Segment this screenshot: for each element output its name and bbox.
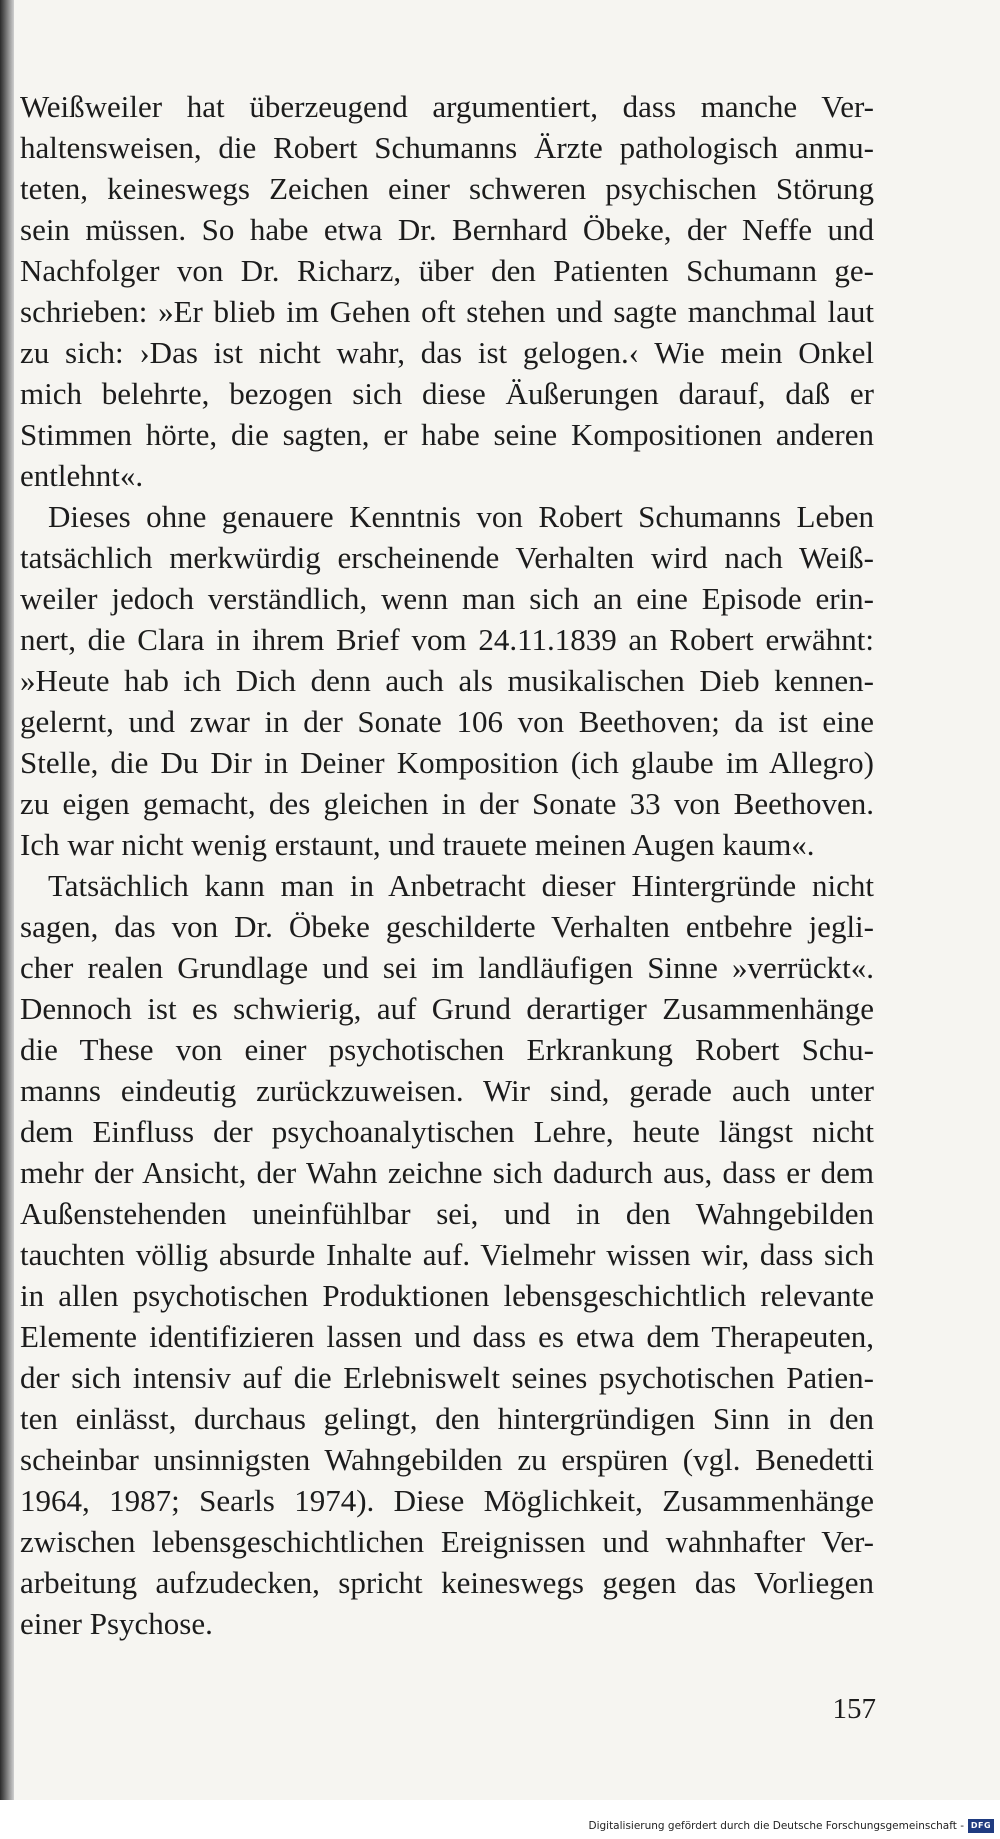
text-line: der sich intensiv auf die Erlebniswelt seines psychotischen Patien-	[20, 1360, 874, 1395]
text-line: mich belehrte, bezogen sich diese Äußerungen darauf, daß er	[20, 376, 874, 411]
dfg-logo-icon: DFG	[968, 1819, 994, 1833]
text-line: zu eigen gemacht, des gleichen in der Sonate 33 von Beethoven.	[20, 786, 874, 821]
text-line: Dieses ohne genauere Kenntnis von Robert Schumanns Leben	[48, 499, 874, 534]
text-line: Weißweiler hat überzeugend argumentiert, dass manche Ver-	[20, 89, 874, 124]
text-line: nert, die Clara in ihrem Brief vom 24.11.1839 an Robert erwähnt:	[20, 622, 874, 657]
text-line: Tatsächlich kann man in Anbetracht dieser Hintergründe nicht	[48, 868, 874, 903]
text-line: tauchten völlig absurde Inhalte auf. Vielmehr wissen wir, dass sich	[20, 1237, 874, 1272]
text-line: gelernt, und zwar in der Sonate 106 von Beethoven; da ist eine	[20, 704, 874, 739]
text-line: Nachfolger von Dr. Richarz, über den Patienten Schumann ge-	[20, 253, 874, 288]
digitization-footer	[0, 1800, 1000, 1839]
text-line: die These von einer psychotischen Erkrankung Robert Schu-	[20, 1032, 874, 1067]
text-line: arbeitung aufzudecken, spricht keineswegs gegen das Vorliegen	[20, 1565, 874, 1600]
text-line: Stimmen hörte, die sagten, er habe seine Kompositionen anderen	[20, 417, 874, 452]
text-line: sagen, das von Dr. Öbeke geschilderte Verhalten entbehre jegli-	[20, 909, 874, 944]
text-line: manns eindeutig zurückzuweisen. Wir sind, gerade auch unter	[20, 1073, 874, 1108]
book-spine-shadow	[0, 0, 14, 1800]
body-text	[20, 86, 874, 1644]
text-line: 1964, 1987; Searls 1974). Diese Möglichkeit, Zusammenhänge	[20, 1483, 874, 1518]
text-line: Ich war nicht wenig erstaunt, und trauete meinen Augen kaum«.	[20, 827, 815, 862]
text-line: zu sich: ›Das ist nicht wahr, das ist gelogen.‹ Wie mein Onkel	[20, 335, 874, 370]
text-line: Stelle, die Du Dir in Deiner Komposition (ich glaube im Allegro)	[20, 745, 874, 780]
text-line: mehr der Ansicht, der Wahn zeichne sich dadurch aus, dass er dem	[20, 1155, 874, 1190]
text-line: Elemente identifizieren lassen und dass es etwa dem Therapeuten,	[20, 1319, 874, 1354]
text-line: einer Psychose.	[20, 1606, 213, 1641]
text-line: in allen psychotischen Produktionen lebensgeschichtlich relevante	[20, 1278, 874, 1313]
text-line: cher realen Grundlage und sei im landläufigen Sinne »verrückt«.	[20, 950, 874, 985]
text-line: haltensweisen, die Robert Schumanns Ärzte pathologisch anmu-	[20, 130, 874, 165]
text-line: ten einlässt, durchaus gelingt, den hintergründigen Sinn in den	[20, 1401, 874, 1436]
text-line: dem Einfluss der psychoanalytischen Lehre, heute längst nicht	[20, 1114, 874, 1149]
text-line: entlehnt«.	[20, 458, 144, 493]
text-line: »Heute hab ich Dich denn auch als musikalischen Dieb kennen-	[20, 663, 874, 698]
text-line: zwischen lebensgeschichtlichen Ereignissen und wahnhafter Ver-	[20, 1524, 874, 1559]
text-line: tatsächlich merkwürdig erscheinende Verhalten wird nach Weiß-	[20, 540, 874, 575]
page-number: 157	[832, 1693, 876, 1725]
text-line: sein müssen. So habe etwa Dr. Bernhard Öbeke, der Neffe und	[20, 212, 874, 247]
funding-credit: Digitalisierung gefördert durch die Deutsche Forschungsgemeinschaft -	[588, 1820, 964, 1832]
text-line: weiler jedoch verständlich, wenn man sich an eine Episode erin-	[20, 581, 874, 616]
text-line: Dennoch ist es schwierig, auf Grund derartiger Zusammenhänge	[20, 991, 874, 1026]
text-line: schrieben: »Er blieb im Gehen oft stehen und sagte manchmal laut	[20, 294, 874, 329]
text-line: Außenstehenden uneinfühlbar sei, und in den Wahngebilden	[20, 1196, 874, 1231]
text-line: teten, keineswegs Zeichen einer schweren psychischen Störung	[20, 171, 874, 206]
text-line: scheinbar unsinnigsten Wahngebilden zu erspüren (vgl. Benedetti	[20, 1442, 874, 1477]
